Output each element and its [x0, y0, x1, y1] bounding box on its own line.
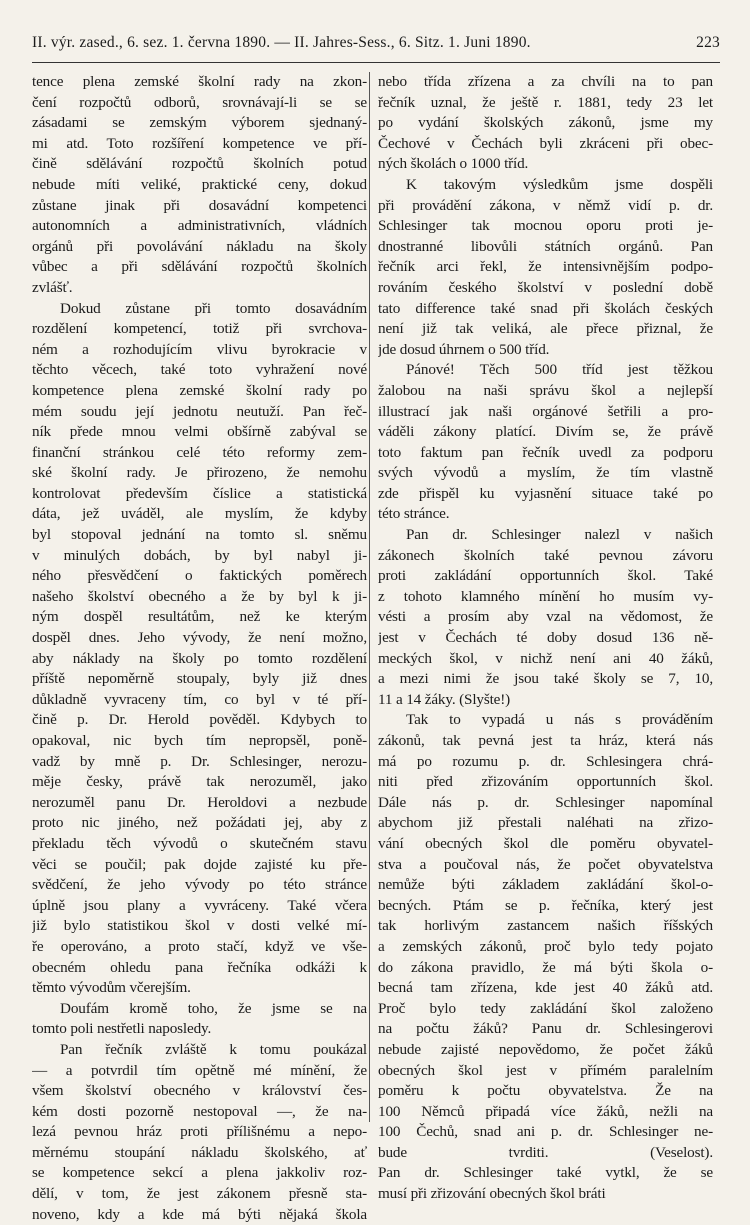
text-line: vání obecných škol dle poměru obyvatel-	[378, 834, 713, 852]
text-line: opakoval, nic bych tím nepropsěl, poně-	[32, 732, 367, 749]
text-line: meckých škol, v nichž není ani 40 žáků,	[378, 649, 713, 667]
text-line: našeho školství obecného a že by byl k ji-	[32, 587, 367, 605]
text-line: ného přesvědčení o faktických poměrech	[32, 567, 367, 585]
text-line: illustrací jak naši orgánové šetřili a pro-	[378, 402, 713, 420]
text-line: a mezi nimi že jsou také školy se 7, 10,	[378, 670, 713, 688]
text-line: Pan dr. Schlesinger nalezl v našich	[406, 526, 713, 544]
text-line: becných. Ptám se p. řečníka, který jest	[378, 896, 713, 914]
text-line: na počtu žáků? Panu dr. Schlesingerovi	[378, 1020, 713, 1038]
text-line: 100 Čechů, snad ani p. dr. Schlesinger ne-	[378, 1123, 713, 1141]
text-line: dospěl dnes. Jeho vývody, že není možno,	[32, 629, 367, 647]
text-line: překladu těch vývodů o skutečném stavu	[32, 834, 367, 852]
text-line: K takovým výsledkům jsme dospěli	[406, 175, 713, 193]
text-line: nerozuměl panu Dr. Heroldovi a nezbude	[32, 793, 367, 811]
text-line: úplně jsou plany a vyvráceny. Také včera	[32, 896, 367, 914]
text-line: těchto věcech, také toto vyhražení nové	[32, 361, 367, 379]
text-line: byl stopoval jednání na tomto sl. sněmu	[32, 526, 367, 544]
text-line: a zemských zákonů, proč bylo tedy pojato	[378, 937, 713, 955]
text-line: řečník uznal, že ještě r. 1881, tedy 23 let	[378, 93, 713, 111]
text-line: — a potvrdil tím opětně mé mínění, že	[32, 1061, 367, 1079]
text-line: abychom již přestali naléhati na zřizo-	[378, 814, 713, 832]
text-line: Čechové v Čechách byli zkráceni při obec-	[378, 134, 713, 152]
text-line: lezá pevnou hráz proti přílišnému a nepo-	[32, 1123, 367, 1141]
text-line: orgánů při povolávání nákladu na školy	[32, 237, 367, 255]
text-line: ře operováno, a proto stačí, když ve vše-	[32, 937, 367, 955]
text-line: zvlášť.	[32, 278, 73, 296]
text-line: zůstane jinak při dosavádní kompetenci	[32, 196, 367, 214]
text-line: ných školách o 1000 tříd.	[378, 155, 529, 173]
text-line: Dále nás p. dr. Schlesinger napomínal	[378, 793, 713, 811]
text-line: po vydání školských zákonů, jsme my	[378, 114, 713, 132]
header-title: II. výr. zased., 6. sez. 1. června 1890. — II. Jahres-Sess., 6. Sitz. 1. Juni 1890.	[32, 34, 531, 51]
text-line: do zákona pravidlo, že má býti škola o-	[378, 958, 713, 976]
text-line: noveno, kdy a kde má býti nějaká škola	[32, 1205, 367, 1223]
text-line: mém soudu její jednotu neutuží. Pan řeč-	[32, 402, 367, 420]
text-line: Tak to vypadá u nás s prováděním	[406, 711, 713, 729]
right-column	[378, 72, 713, 1205]
text-line: niti před zřizováním opportunních škol.	[378, 773, 713, 791]
text-line: nebude zajisté nepovědomo, že počet žáků	[378, 1040, 713, 1058]
text-line: tence plena zemské školní rady na zkon-	[32, 73, 367, 90]
text-line: vůbec a při sdělávání rozpočtů školních	[32, 258, 367, 276]
text-line: Pánové! Těch 500 tříd jest těžkou	[406, 361, 713, 379]
column-divider	[369, 72, 370, 1122]
text-line: měrnému stoupání nákladu školského, ať	[32, 1143, 367, 1161]
header-rule	[32, 62, 720, 63]
text-line: těmto vývodům včerejším.	[32, 979, 191, 997]
text-line: zákonech školních také pevnou závoru	[378, 546, 713, 564]
text-line: jde dosud úhrnem o 500 tříd.	[378, 340, 550, 358]
text-line: čině sdělávání rozpočtů školních potud	[32, 155, 367, 173]
text-line: zde přispěl ku vyjasnění situace také po	[378, 484, 713, 502]
text-line: autonomních a administrativních, vládních	[32, 217, 367, 235]
text-line: všem školství obecného v království čes-	[32, 1082, 367, 1100]
text-line: dnostranné libovůli státních orgánů. Pan	[378, 237, 713, 255]
text-line: obecném ohledu pana řečníka odkáži k	[32, 958, 367, 976]
text-line: aby náklady na školy po tomto rozdělení	[32, 649, 367, 667]
text-line: jest v Čechách té doby dosud 136 ně-	[378, 629, 713, 647]
text-line: nebude míti veliké, praktické ceny, dokud	[32, 175, 367, 193]
text-line: se kompetence sekcí a plena jakkoliv roz-	[32, 1164, 367, 1182]
text-line: vésti a prosím aby vzal na vědomost, že	[378, 608, 713, 626]
text-line: finanční stránkou celé této reformy zem-	[32, 443, 367, 461]
text-line: Pan dr. Schlesinger také vytkl, že se	[378, 1164, 713, 1182]
text-line: věci se poučil; pak dojde zajisté ku pře-	[32, 855, 367, 873]
text-line: svědčení, že jeho vývody po této stránce	[32, 876, 367, 894]
text-line: ské školní rady. Je přirozeno, že nemohu	[32, 464, 367, 482]
text-line: musí při zřizování obecných škol bráti	[378, 1185, 606, 1203]
text-line: stva a poučoval nás, že počet obyvatelstva	[378, 855, 713, 873]
text-line: ným dospěl resultátům, než ke kterým	[32, 608, 367, 626]
text-line: Schlesinger tak mocnou oporu proti je-	[378, 217, 713, 235]
left-column	[32, 72, 367, 1225]
text-line: žalobou na naši správu škol a nejlepší	[378, 381, 713, 399]
text-line: kontrolovat především číslice a statistická	[32, 484, 367, 502]
text-line: rováním českého školství v poslední době	[378, 278, 713, 296]
text-line: tomto poli nestřetli naposledy.	[32, 1020, 212, 1038]
text-line: ník přede mnou velmi obšírně zabýval se	[32, 423, 367, 441]
page-number: 223	[696, 34, 720, 51]
text-line: při provádění zákona, v němž vidí p. dr.	[378, 196, 713, 214]
text-line: kompetence plena zemské školní rady po	[32, 381, 367, 399]
text-line: zákonů, tak pevná jest ta hráz, která nás	[378, 732, 713, 749]
text-line: obecných škol jest v přímém paralelním	[378, 1061, 713, 1079]
text-line: poměru k počtu obyvatelstva. Že na	[378, 1082, 713, 1100]
text-line: tato difference také snad při školách českých	[378, 299, 713, 317]
text-line: proto nic jiného, než požádati jej, aby z	[32, 814, 367, 832]
text-line: vadž by mně p. Dr. Schlesinger, nerozu-	[32, 752, 367, 770]
text-line: nebo třída zřízena a za chvíli na to pan	[378, 73, 713, 90]
text-line: tak horlivým zastancem našich říšských	[378, 917, 713, 935]
text-line: nemůže býti základem zakládání škol-o-	[378, 876, 713, 894]
text-line: 11 a 14 žáky. (Slyšte!)	[378, 690, 511, 708]
text-line: 100 Němců připadá více žáků, nežli na	[378, 1102, 713, 1120]
text-line: není již tak veliká, ale přece přiznal, že	[378, 320, 713, 338]
text-line: mi atd. Toto rozšíření kompetence ve pří-	[32, 134, 367, 152]
text-line: v minulých dobách, by byl nabyl ji-	[32, 546, 367, 564]
text-line: toto faktum pan řečník uvedl za podporu	[378, 443, 713, 461]
text-line: čině p. Dr. Herold pověděl. Kdybych to	[32, 711, 367, 729]
text-line: kém dosti pozorně nestopoval —, že na-	[32, 1102, 367, 1120]
text-line: má po rozumu p. dr. Schlesingera chrá-	[378, 752, 713, 770]
text-line: řečník arci řekl, že intensivnějším podpo-	[378, 258, 713, 276]
text-line: této stránce.	[378, 505, 450, 523]
text-line: příště nepoměrně stoupaly, byly již dnes	[32, 670, 367, 688]
text-line: ném a rozhodujícím vlivu byrokracie v	[32, 340, 367, 358]
text-line: bude tvrditi. (Veselost).	[378, 1143, 713, 1161]
text-line: rozdělení kompetencí, totiž při svrchova-	[32, 320, 367, 338]
text-line: měje česky, právě tak nerozuměl, jako	[32, 773, 367, 791]
text-line: čení rozpočtů odborů, srovnávají-li se se	[32, 93, 367, 111]
text-line: váděli zákony platící. Divím se, že právě	[378, 423, 713, 441]
text-line: svých vývodů a myslím, že tím vlastně	[378, 464, 713, 482]
running-header	[32, 34, 720, 52]
text-line: Pan řečník zvláště k tomu poukázal	[60, 1040, 367, 1058]
text-line: dělí, v tom, že jest zákonem přesně sta-	[32, 1185, 367, 1203]
text-line: Doufám kromě toho, že jsme se na	[60, 999, 367, 1017]
text-line: Dokud zůstane při tomto dosavádním	[60, 299, 367, 317]
text-line: becná tam zřízena, kde jest 40 žáků atd.	[378, 979, 713, 997]
text-line: důkladně vyvraceny tím, co byl v té pří-	[32, 690, 367, 708]
text-line: zásadami se zemským výborem sjednaný-	[32, 114, 367, 132]
text-line: z tohoto klamného mínění ho musím vy-	[378, 587, 713, 605]
text-line: Proč bylo tedy zakládání škol založeno	[378, 999, 713, 1017]
text-line: již bylo statistikou škol v dosti velké mí-	[32, 917, 367, 935]
text-line: dáta, jež uváděl, ale myslím, že kdyby	[32, 505, 367, 523]
text-line: proti zakládání opportunních škol. Také	[378, 567, 713, 585]
